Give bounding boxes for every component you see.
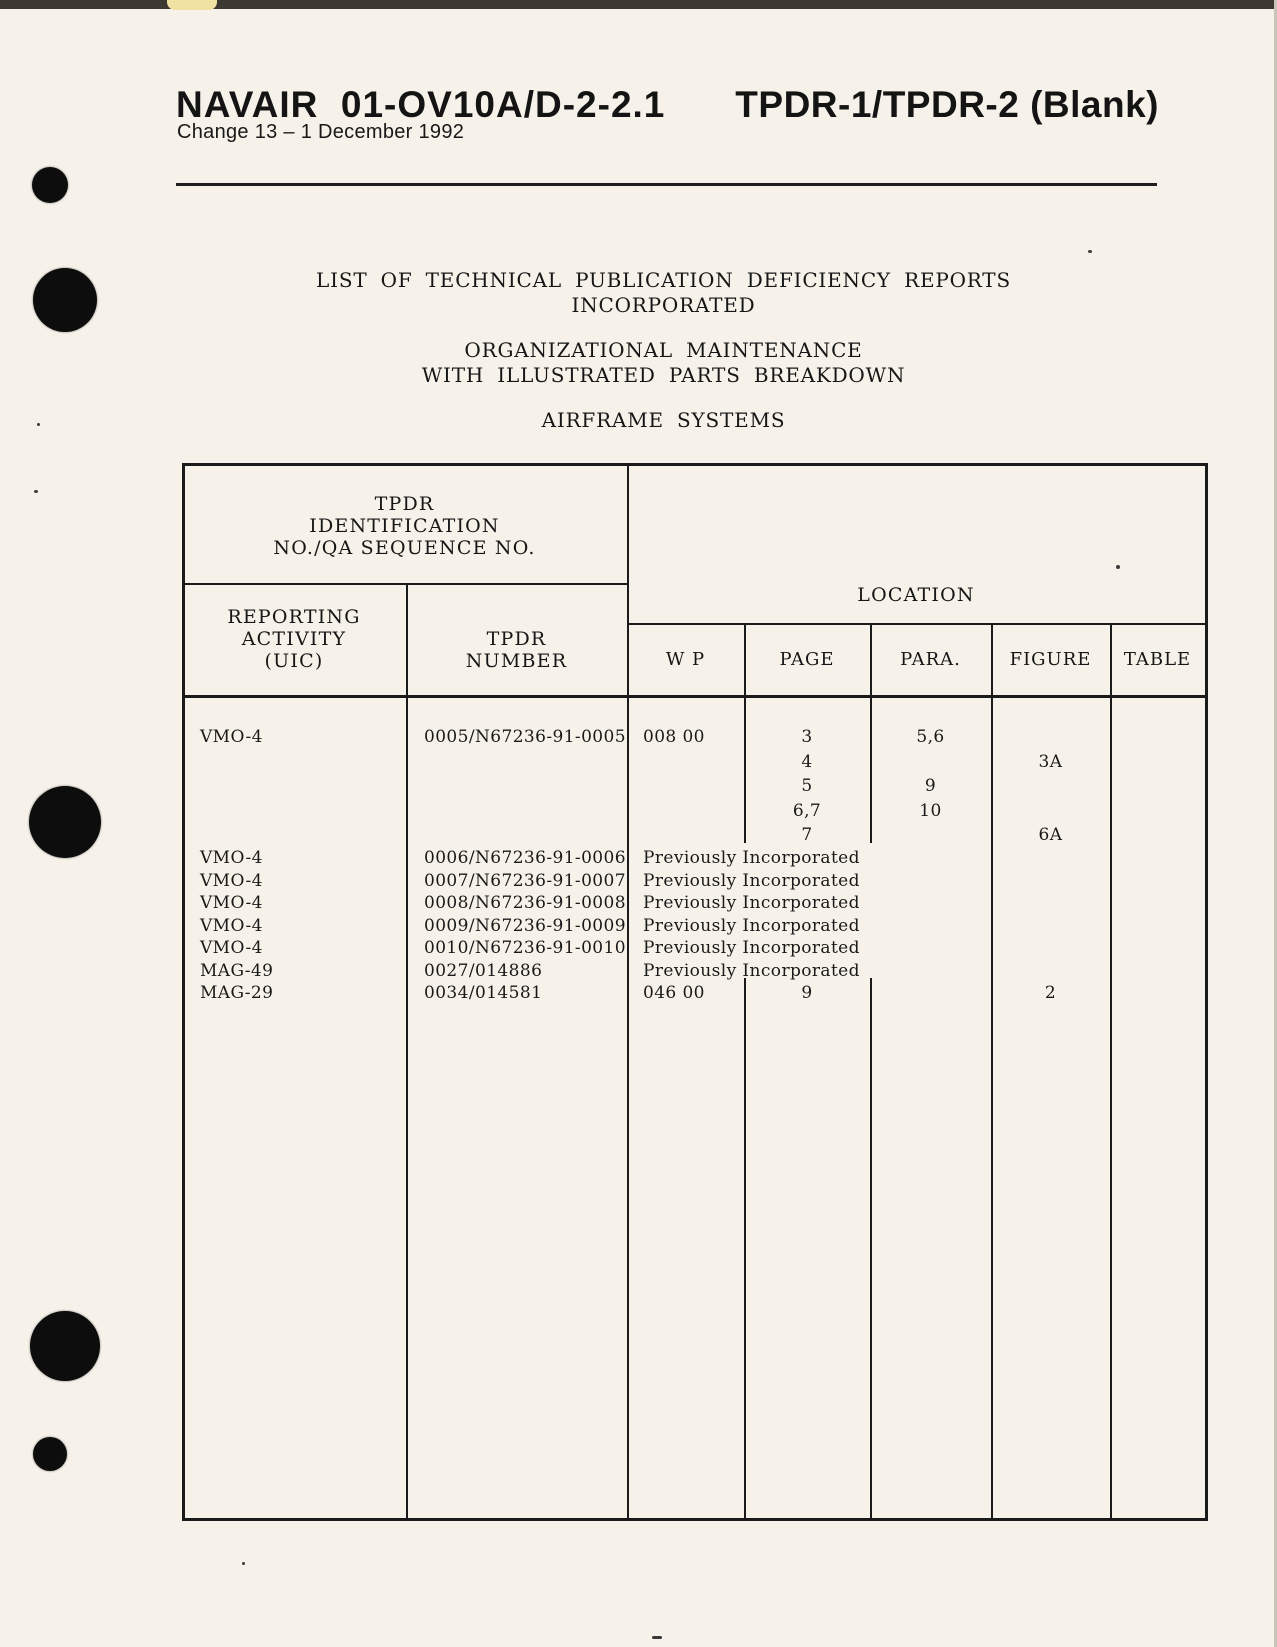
table-row: [182, 800, 1208, 822]
header-tpdr-id-line2: IDENTIFICATION: [309, 515, 500, 537]
page-reference: TPDR-1/TPDR-2 (Blank): [735, 84, 1159, 125]
cell-page: 7: [801, 825, 813, 845]
cell-reporting-activity: VMO-4: [200, 871, 263, 891]
table-border-header-bottom: [182, 695, 1208, 698]
cell-para: 5,6: [916, 727, 945, 747]
cell-previously-incorporated: Previously Incorporated: [643, 871, 860, 891]
cell-reporting-activity: VMO-4: [200, 938, 263, 958]
cell-page: 3: [801, 727, 813, 747]
header-tpdr-number-line1: TPDR: [486, 628, 547, 650]
cell-tpdr-number: 0010/N67236-91-0010: [424, 938, 626, 958]
table-border-location-bottom: [627, 623, 1208, 625]
hole-punch-dot: [32, 167, 68, 203]
table-row: [182, 870, 1208, 892]
cell-wp: 008 00: [643, 727, 705, 747]
header-reporting-line2: ACTIVITY: [241, 628, 347, 650]
header-tpdr-id-line3: NO./QA SEQUENCE NO.: [273, 537, 536, 559]
table-row: [182, 937, 1208, 959]
tpdr-table: [182, 463, 1208, 1521]
cell-reporting-activity: VMO-4: [200, 893, 263, 913]
column-header-wp: W P: [665, 649, 706, 670]
hole-punch-dot: [29, 786, 101, 858]
hole-punch-dot: [33, 1437, 67, 1471]
cell-para: 10: [919, 801, 942, 821]
cell-previously-incorporated: Previously Incorporated: [643, 916, 860, 936]
table-row: [182, 982, 1208, 1004]
table-border-bottom: [182, 1518, 1208, 1521]
list-title-line2: INCORPORATED: [571, 293, 756, 317]
header-tpdr-number: [406, 628, 627, 672]
table-row: [182, 751, 1208, 773]
table-row: [182, 915, 1208, 937]
cell-reporting-activity: VMO-4: [200, 848, 263, 868]
cell-previously-incorporated: Previously Incorporated: [643, 938, 860, 958]
header-reporting-line1: REPORTING: [227, 606, 361, 628]
cell-page: 9: [801, 983, 813, 1003]
cell-tpdr-number: 0006/N67236-91-0006: [424, 848, 626, 868]
table-border-col-wp-lower: [744, 978, 746, 1518]
cell-previously-incorporated: Previously Incorporated: [643, 961, 860, 981]
scan-yellow-mark: [167, 0, 217, 10]
cell-tpdr-number: 0034/014581: [424, 983, 543, 1003]
header-rule: [176, 183, 1157, 186]
table-row: [182, 775, 1208, 797]
maintenance-title-line2: WITH ILLUSTRATED PARTS BREAKDOWN: [421, 363, 906, 387]
table-row: [182, 824, 1208, 846]
table-row: [182, 847, 1208, 869]
cell-page: 5: [801, 776, 813, 796]
column-header-page: PAGE: [779, 649, 835, 670]
system-title: AIRFRAME SYSTEMS: [541, 408, 786, 432]
cell-tpdr-number: 0007/N67236-91-0007: [424, 871, 626, 891]
table-row: [182, 960, 1208, 982]
column-header-table: TABLE: [1123, 649, 1192, 670]
scan-speck: [652, 1636, 662, 1639]
scan-speck: [37, 423, 40, 426]
change-date-line: Change 13 – 1 December 1992: [177, 121, 465, 143]
cell-tpdr-number: 0009/N67236-91-0009: [424, 916, 626, 936]
list-title-line1: LIST OF TECHNICAL PUBLICATION DEFICIENCY REPORTS: [316, 268, 1011, 292]
table-border-col-page-lower: [870, 978, 872, 1518]
scan-speck: [34, 490, 38, 493]
column-header-figure: FIGURE: [1009, 649, 1092, 670]
cell-reporting-activity: MAG-49: [200, 961, 274, 981]
cell-reporting-activity: VMO-4: [200, 727, 263, 747]
table-row: [182, 892, 1208, 914]
cell-tpdr-number: 0005/N67236-91-0005: [424, 727, 626, 747]
header-tpdr-number-line2: NUMBER: [465, 650, 568, 672]
cell-previously-incorporated: Previously Incorporated: [643, 848, 860, 868]
table-border-col-uic: [406, 583, 408, 1521]
table-border-top: [182, 463, 1208, 466]
header-reporting-activity: [182, 606, 406, 672]
cell-previously-incorporated: Previously Incorporated: [643, 893, 860, 913]
hole-punch-dot: [30, 1311, 100, 1381]
hole-punch-dot: [33, 268, 97, 332]
cell-tpdr-number: 0027/014886: [424, 961, 543, 981]
cell-tpdr-number: 0008/N67236-91-0008: [424, 893, 626, 913]
cell-reporting-activity: MAG-29: [200, 983, 274, 1003]
cell-page: 6,7: [792, 801, 822, 821]
cell-wp: 046 00: [643, 983, 705, 1003]
document-number: NAVAIR 01-OV10A/D-2-2.1: [176, 84, 666, 125]
header-tpdr-identification: [182, 493, 627, 559]
header-reporting-line3: (UIC): [264, 650, 324, 672]
cell-page: 4: [801, 752, 813, 772]
cell-figure: 3A: [1038, 752, 1063, 772]
cell-para: 9: [924, 776, 937, 796]
column-header-para: PARA.: [900, 649, 961, 670]
cell-reporting-activity: VMO-4: [200, 916, 263, 936]
table-row: [182, 726, 1208, 748]
header-location: LOCATION: [857, 584, 975, 606]
scan-speck: [1088, 250, 1092, 253]
maintenance-title-line1: ORGANIZATIONAL MAINTENANCE: [464, 338, 863, 362]
cell-figure: 6A: [1038, 825, 1063, 845]
header-tpdr-id-line1: TPDR: [374, 493, 435, 515]
cell-figure: 2: [1044, 983, 1057, 1003]
scan-speck: [242, 1562, 245, 1565]
